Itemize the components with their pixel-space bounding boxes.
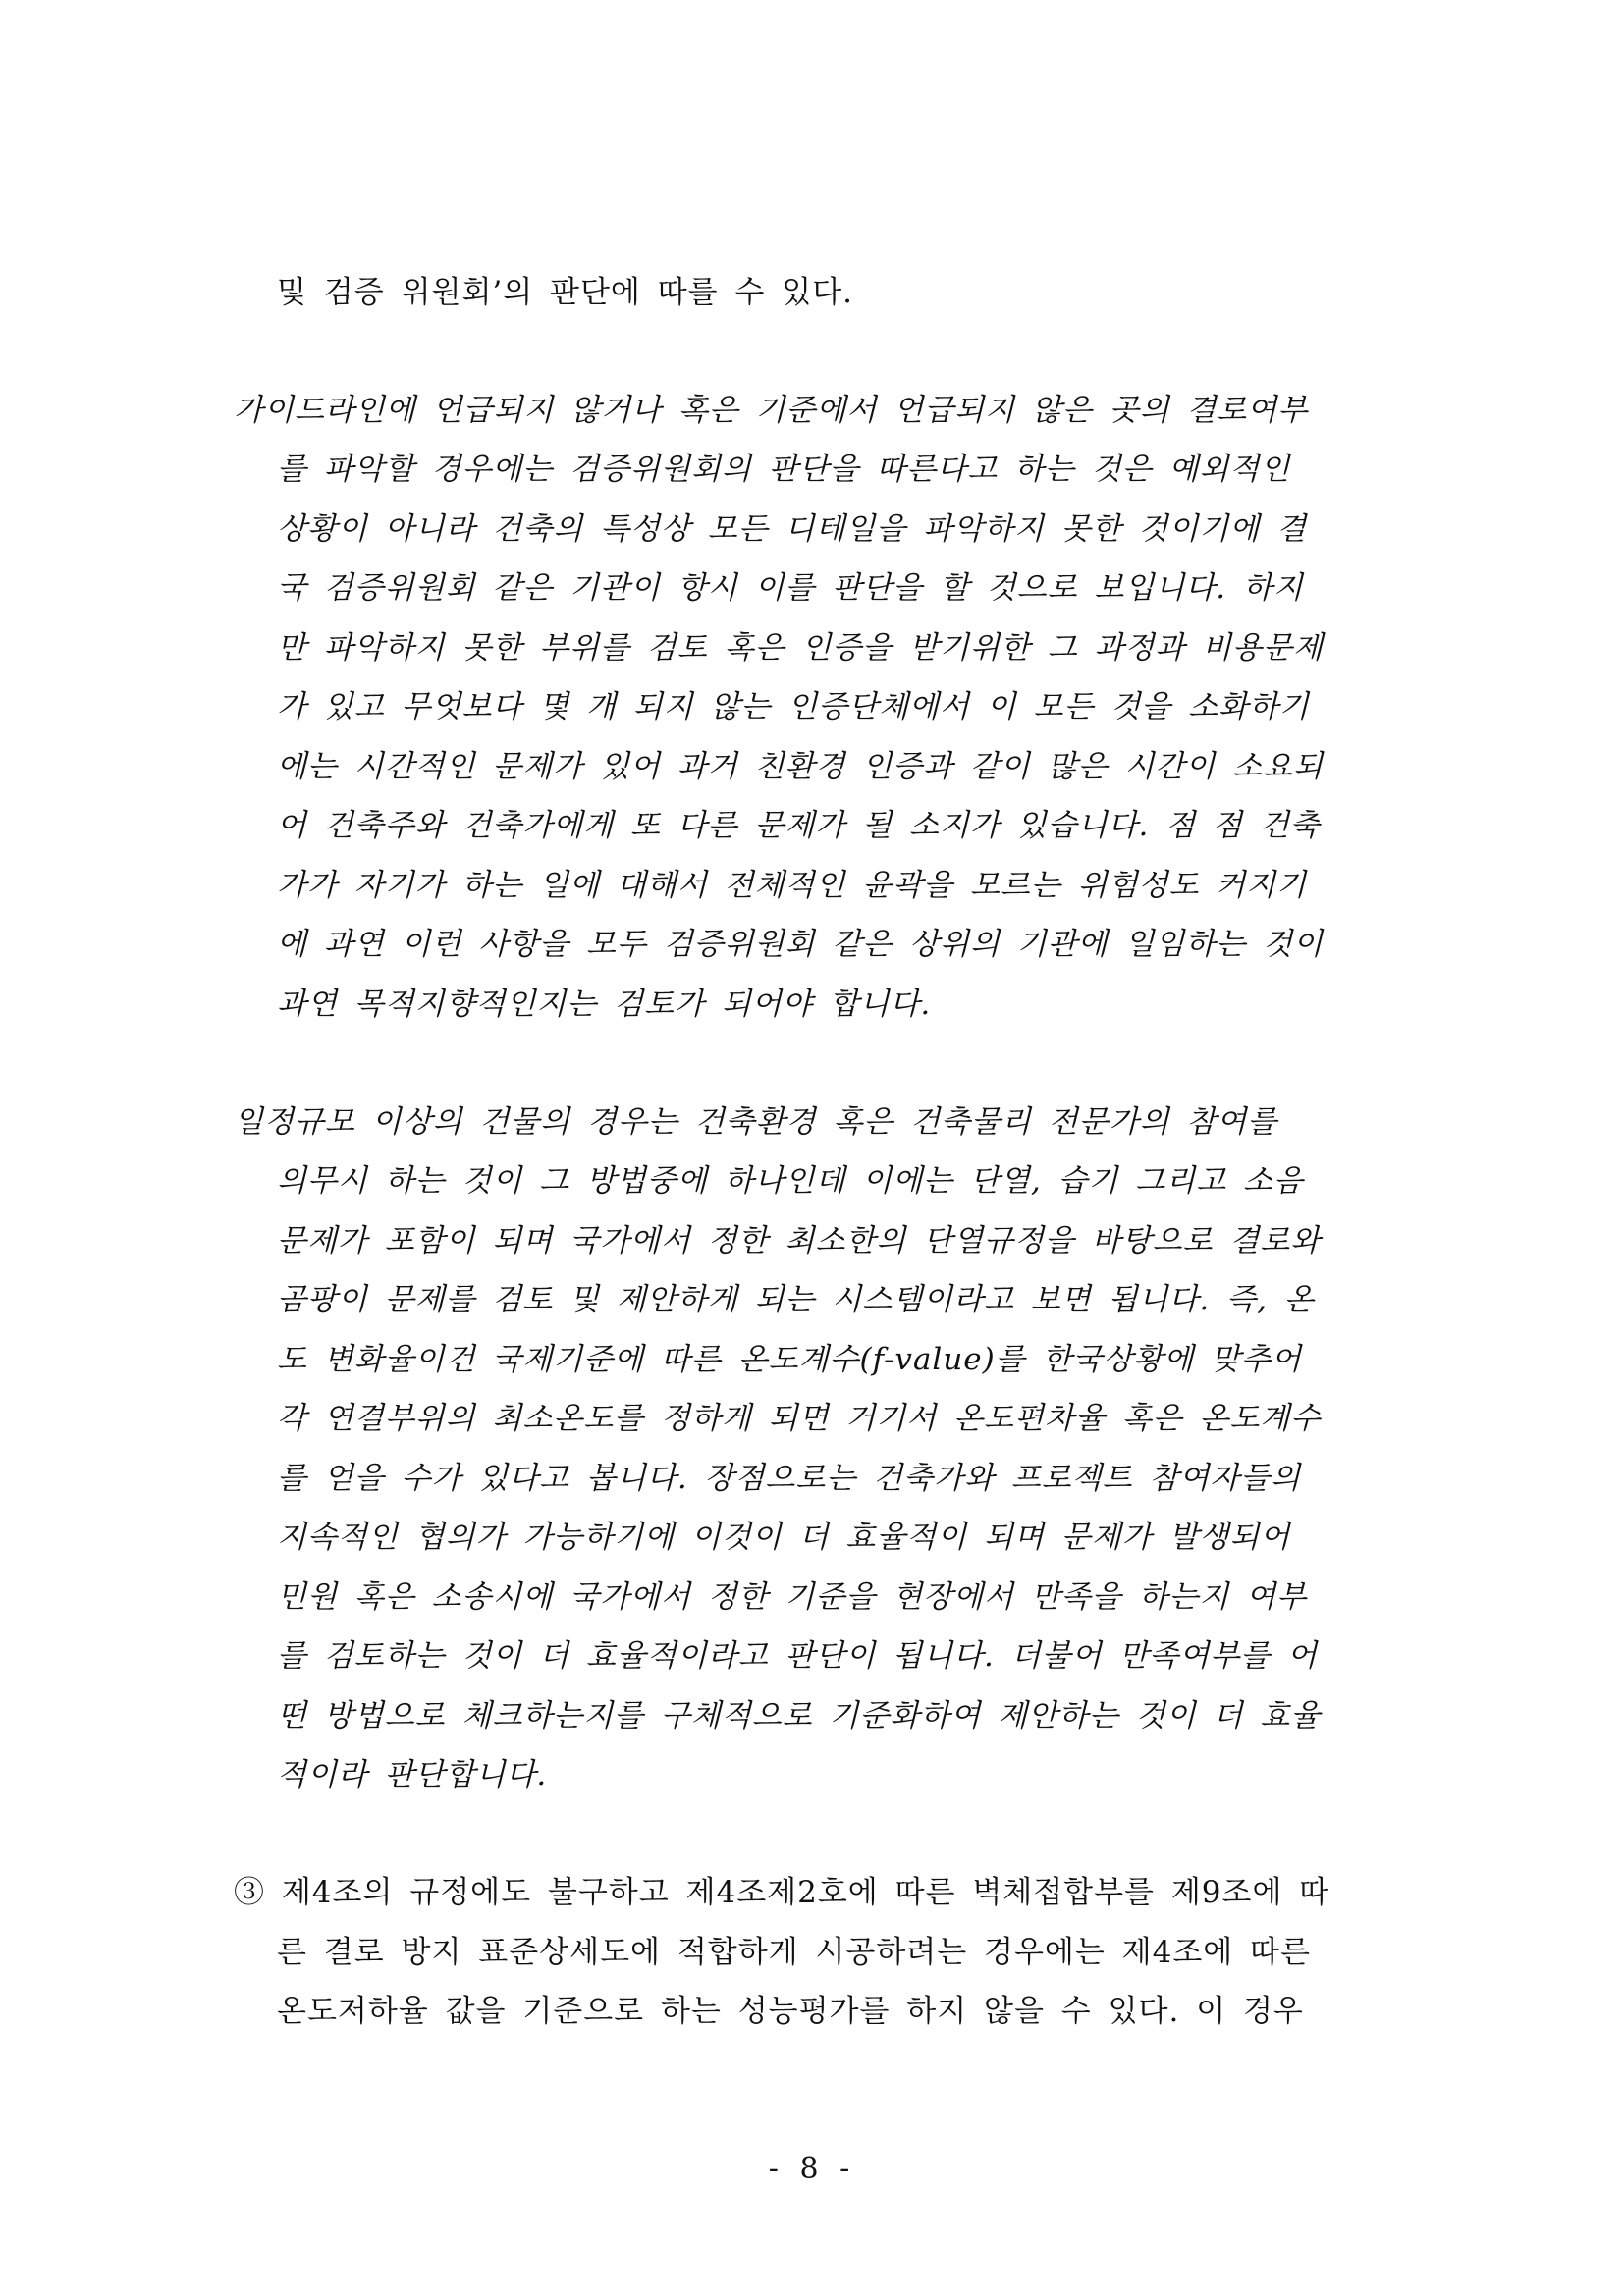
- regulation-line: 른 결로 방지 표준상세도에 적합하게 시공하려는 경우에는 제4조에 따른: [277, 1935, 1311, 1970]
- paragraph-1-line: 를 파악할 경우에는 검증위원회의 판단을 따른다고 하는 것은 예외적인: [277, 452, 1291, 487]
- paragraph-2-line: 를 검토하는 것이 더 효율적이라고 판단이 됩니다. 더불어 만족여부를 어: [277, 1638, 1318, 1674]
- paragraph-1-line: 에 과연 이런 사항을 모두 검증위원회 같은 상위의 기관에 일임하는 것이: [277, 927, 1324, 962]
- paragraph-2-line: 일정규모 이상의 건물의 경우는 건축환경 혹은 건축물리 전문가의 참여를: [234, 1104, 1278, 1140]
- paragraph-2-line: 각 연결부위의 최소온도를 정하게 되면 거기서 온도편차율 혹은 온도계수: [277, 1401, 1322, 1436]
- paragraph-1-line: 가가 자기가 하는 일에 대해서 전체적인 윤곽을 모르는 위험성도 커지기: [277, 868, 1308, 903]
- paragraph-2-line: 민원 혹은 소송시에 국가에서 정한 기준을 현장에서 만족을 하는지 여부: [277, 1579, 1308, 1615]
- paragraph-2-line: 떤 방법으로 체크하는지를 구체적으로 기준화하여 제안하는 것이 더 효율: [277, 1698, 1322, 1734]
- paragraph-1-line: 과연 목적지향적인지는 검토가 되어야 합니다.: [277, 987, 932, 1022]
- paragraph-2-line: 도 변화율이건 국제기준에 따른 온도계수(f-value)를 한국상황에 맞추어: [277, 1342, 1302, 1377]
- paragraph-1-line: 상황이 아니라 건축의 특성상 모든 디테일을 파악하지 못한 것이기에 결: [277, 511, 1308, 547]
- regulation-line: ③ 제4조의 규정에도 불구하고 제4조제2호에 따른 벽체접합부를 제9조에 따: [234, 1875, 1330, 1910]
- paragraph-2-line: 곰팡이 문제를 검토 및 제안하게 되는 시스템이라고 보면 됩니다. 즉, 온: [277, 1282, 1315, 1317]
- paragraph-1-line: 가이드라인에 언급되지 않거나 혹은 기준에서 언급되지 않은 곳의 결로여부: [234, 393, 1309, 428]
- paragraph-2-line: 적이라 판단합니다.: [277, 1757, 548, 1792]
- paragraph-1-line: 어 건축주와 건축가에게 또 다른 문제가 될 소지가 있습니다. 점 점 건축: [277, 808, 1321, 843]
- page-number: - 8 -: [768, 2152, 856, 2186]
- continuation-line: 및 검증 위원회’의 판단에 따를 수 있다.: [277, 275, 854, 310]
- paragraph-1-line: 국 검증위원회 같은 기관이 항시 이를 판단을 할 것으로 보입니다. 하지: [277, 570, 1304, 606]
- paragraph-2-line: 지속적인 협의가 가능하기에 이것이 더 효율적이 되며 문제가 발생되어: [277, 1520, 1291, 1555]
- paragraph-2-line: 문제가 포함이 되며 국가에서 정한 최소한의 단열규정을 바탕으로 결로와: [277, 1223, 1322, 1258]
- paragraph-1-line: 만 파악하지 못한 부위를 검토 혹은 인증을 받기위한 그 과정과 비용문제: [277, 630, 1324, 666]
- paragraph-2-line: 를 얻을 수가 있다고 봅니다. 장점으로는 건축가와 프로젝트 참여자들의: [277, 1461, 1302, 1496]
- paragraph-1-line: 에는 시간적인 문제가 있어 과거 친환경 인증과 같이 많은 시간이 소요되: [277, 749, 1324, 784]
- paragraph-1-line: 가 있고 무엇보다 몇 개 되지 않는 인증단체에서 이 모든 것을 소화하기: [277, 689, 1310, 724]
- paragraph-2-line: 의무시 하는 것이 그 방법중에 하나인데 이에는 단열, 습기 그리고 소음: [277, 1163, 1304, 1199]
- regulation-line: 온도저하율 값을 기준으로 하는 성능평가를 하지 않을 수 있다. 이 경우: [277, 1994, 1304, 2029]
